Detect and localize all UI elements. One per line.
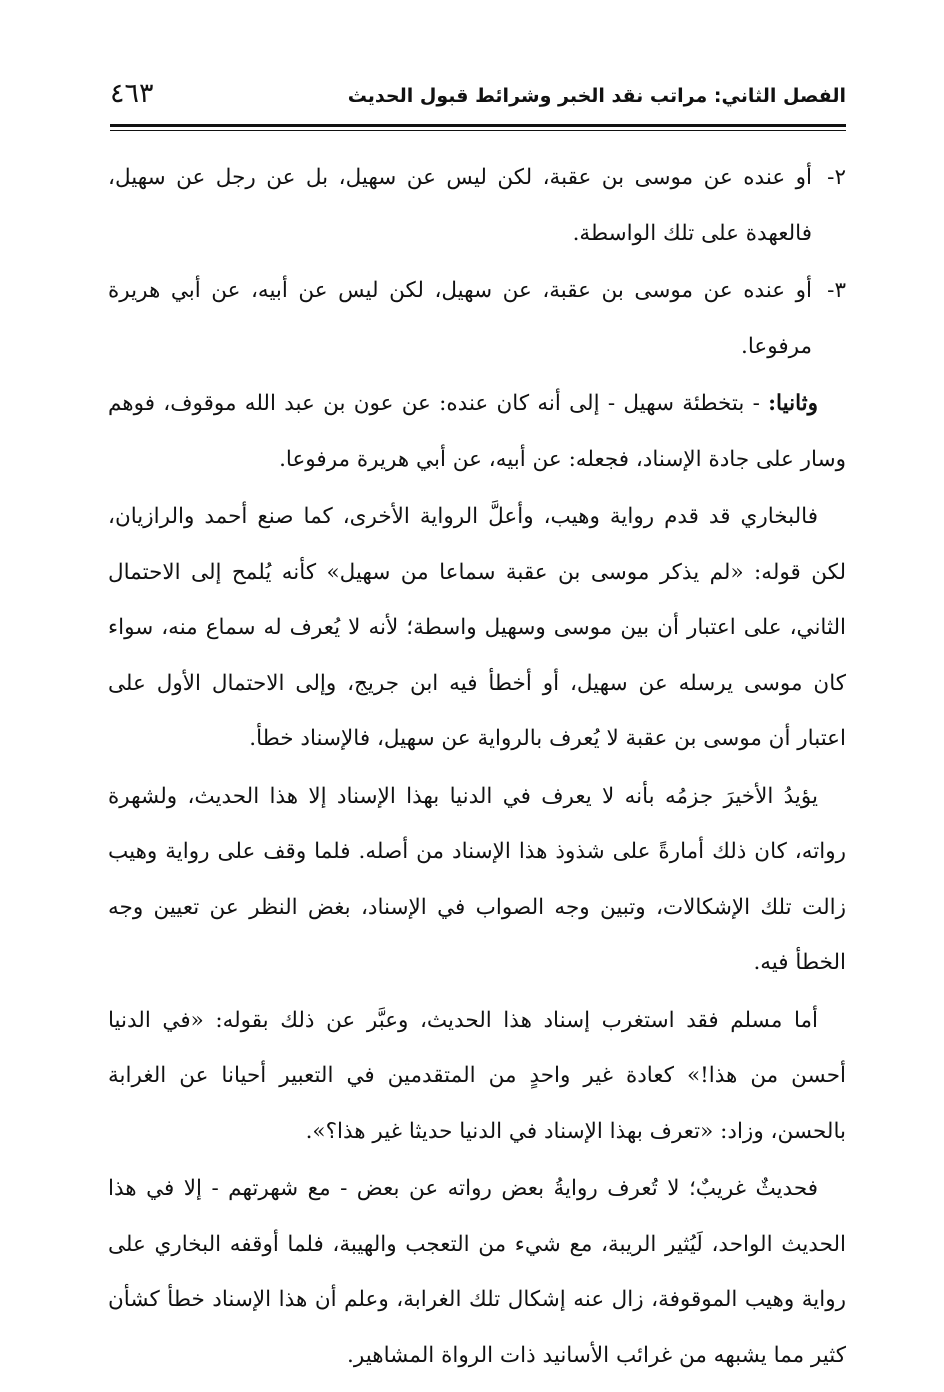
- item-text: أو عنده عن موسى بن عقبة، عن سهيل، لكن ليس عن أبيه، عن أبي هريرة مرفوعا.: [108, 278, 812, 359]
- paragraph-supports: يؤيدُ الأخيرَ جزمُه بأنه لا يعرف في الدنيا بهذا الإسناد إلا هذا الحديث، ولشهرة رواته، كان ذلك أمارةً على شذوذ هذا الإسناد من أصله. فلما وقف على رواية وهيب زالت تلك الإشكالات، وتبين وجه الصواب في الإسناد، بغض النظر عن تعيين وجه الخطأ فيه.: [108, 783, 846, 975]
- numbered-item-2: [108, 150, 846, 261]
- running-header: [110, 78, 846, 122]
- header-rule-thin: [110, 130, 846, 131]
- numbered-item-3: [108, 263, 846, 374]
- item-number: ٢-: [827, 165, 846, 190]
- body-text: [108, 150, 846, 1385]
- paragraph-lead: وثانيا:: [768, 391, 818, 416]
- paragraph-muslim: أما مسلم فقد استغرب إسناد هذا الحديث، وعبَّر عن ذلك بقوله: «في الدنيا أحسن من هذا!» كعادة غير واحدٍ من المتقدمين في التعبير أحيانا عن الغرابة بالحسن، وزاد: «تعرف بهذا الإسناد في الدنيا حديثا غير هذا؟».: [108, 1007, 846, 1144]
- chapter-title: الفصل الثاني: مراتب نقد الخبر وشرائط قبول الحديث: [347, 85, 846, 107]
- item-number: ٣-: [827, 278, 846, 303]
- paragraph-secondly: [108, 376, 846, 487]
- paragraph-conclusion: فحديثٌ غريبٌ؛ لا تُعرف روايةُ بعض رواته عن بعض - مع شهرتهم - إلا في هذا الحديث الواحد، لَيُثير الريبة، مع شيء من التعجب والهيبة، فلما أوقفه البخاري على رواية وهيب الموقوفة، زال عنه إشكال تلك الغرابة، وعلم أن هذا الإسناد خطأ كشأن كثير مما يشبهه من غرائب الأسانيد ذات الرواة المشاهير.: [108, 1176, 846, 1368]
- paragraph-bukhari: فالبخاري قد قدم رواية وهيب، وأعلَّ الرواية الأخرى، كما صنع أحمد والرازيان، لكن قوله: «لم يذكر موسى بن عقبة سماعا من سهيل» كأنه يُلمح إلى الاحتمال الثاني، على اعتبار أن بين موسى وسهيل واسطة؛ لأنه لا يُعرف له سماع منه، سواء كان موسى يرسله عن سهيل، أو أخطأ فيه ابن جريج، وإلى الاحتمال الأول على اعتبار أن موسى بن عقبة لا يُعرف بالرواية عن سهيل، فالإسناد خطأ.: [108, 504, 846, 751]
- item-text: أو عنده عن موسى بن عقبة، لكن ليس عن سهيل، بل عن رجل عن سهيل، فالعهدة على تلك الواسطة.: [108, 165, 812, 246]
- header-rule-thick: [110, 124, 846, 127]
- page-number: ٤٦٣: [110, 78, 154, 109]
- paragraph-text: - بتخطئة سهيل - إلى أنه كان عنده: عن عون بن عبد الله موقوف، فوهم وسار على جادة الإسناد، فجعله: عن أبيه، عن أبي هريرة مرفوعا.: [108, 391, 846, 472]
